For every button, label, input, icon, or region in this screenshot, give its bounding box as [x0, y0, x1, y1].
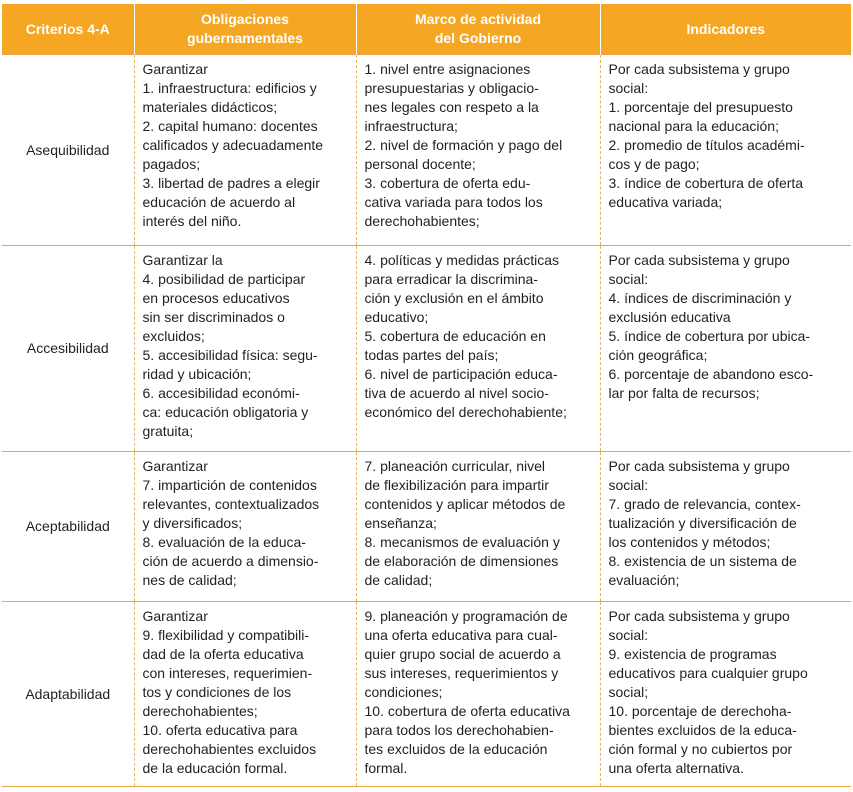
- table-row: [2, 246, 851, 452]
- criterio-cell: Adaptabilidad: [2, 602, 134, 787]
- header-criterios: Criterios 4-A: [2, 4, 134, 55]
- marco-cell: 9. planeación y programación de una oferta educativa para cual- quier grupo social de acuerdo a sus intereses, requerimientos y condiciones; 10. cobertura de oferta educativa para todos los derechohabien- tes excluidos de la educación formal.: [356, 602, 600, 787]
- header-obligaciones: Obligaciones gubernamentales: [134, 4, 356, 55]
- table-header: [2, 4, 851, 55]
- obligaciones-cell: Garantizar la 4. posibilidad de participar en procesos educativos sin ser discriminados o excluidos; 5. accesibilidad física: segu- ridad y ubicación; 6. accesibilidad económi- ca: educación obligatoria y gratuita;: [134, 246, 356, 452]
- table-row: [2, 452, 851, 602]
- criterio-cell: Asequibilidad: [2, 55, 134, 246]
- indicadores-cell: Por cada subsistema y grupo social: 4. índices de discriminación y exclusión educativa 5. índice de cobertura por ubica- ción geográfica; 6. porcentaje de abandono esco- lar por falta de recursos;: [600, 246, 851, 452]
- header-indicadores: Indicadores: [600, 4, 851, 55]
- marco-cell: 1. nivel entre asignaciones presupuestarias y obligacio- nes legales con respeto a la infraestructura; 2. nivel de formación y pago del personal docente; 3. cobertura de oferta edu- cativa variada para todos los derechohabientes;: [356, 55, 600, 246]
- criterio-cell: Accesibilidad: [2, 246, 134, 452]
- marco-cell: 4. políticas y medidas prácticas para erradicar la discrimina- ción y exclusión en el ámbito educativo; 5. cobertura de educación en todas partes del país; 6. nivel de participación educa- tiva de acuerdo al nivel socio- económico del derechohabiente;: [356, 246, 600, 452]
- table-row: [2, 602, 851, 787]
- obligaciones-cell: Garantizar 9. flexibilidad y compatibili- dad de la oferta educativa con intereses, requerimien- tos y condiciones de los derechohabientes; 10. oferta educativa para derechohabientes excluidos de la educación formal.: [134, 602, 356, 787]
- marco-cell: 7. planeación curricular, nivel de flexibilización para impartir contenidos y aplicar métodos de enseñanza; 8. mecanismos de evaluación y de elaboración de dimensiones de calidad;: [356, 452, 600, 602]
- obligaciones-cell: Garantizar 1. infraestructura: edificios y materiales didácticos; 2. capital humano: docentes calificados y adecuadamente pagados; 3. libertad de padres a elegir educación de acuerdo al interés del niño.: [134, 55, 356, 246]
- indicadores-cell: Por cada subsistema y grupo social: 7. grado de relevancia, contex- tualización y diversificación de los contenidos y métodos; 8. existencia de un sistema de evaluación;: [600, 452, 851, 602]
- obligaciones-cell: Garantizar 7. impartición de contenidos relevantes, contextualizados y diversificados; 8. evaluación de la educa- ción de acuerdo a dimensio- nes de calidad;: [134, 452, 356, 602]
- criterio-cell: Aceptabilidad: [2, 452, 134, 602]
- criteria-table: [2, 4, 851, 787]
- indicadores-cell: Por cada subsistema y grupo social: 1. porcentaje del presupuesto nacional para la educación; 2. promedio de títulos académi- cos y de pago; 3. índice de cobertura de oferta educativa variada;: [600, 55, 851, 246]
- header-marco: Marco de actividad del Gobierno: [356, 4, 600, 55]
- table-row: [2, 55, 851, 246]
- indicadores-cell: Por cada subsistema y grupo social: 9. existencia de programas educativos para cualquier grupo social; 10. porcentaje de derechoha- bientes excluidos de la educa- ción formal y no cubiertos por una oferta alternativa.: [600, 602, 851, 787]
